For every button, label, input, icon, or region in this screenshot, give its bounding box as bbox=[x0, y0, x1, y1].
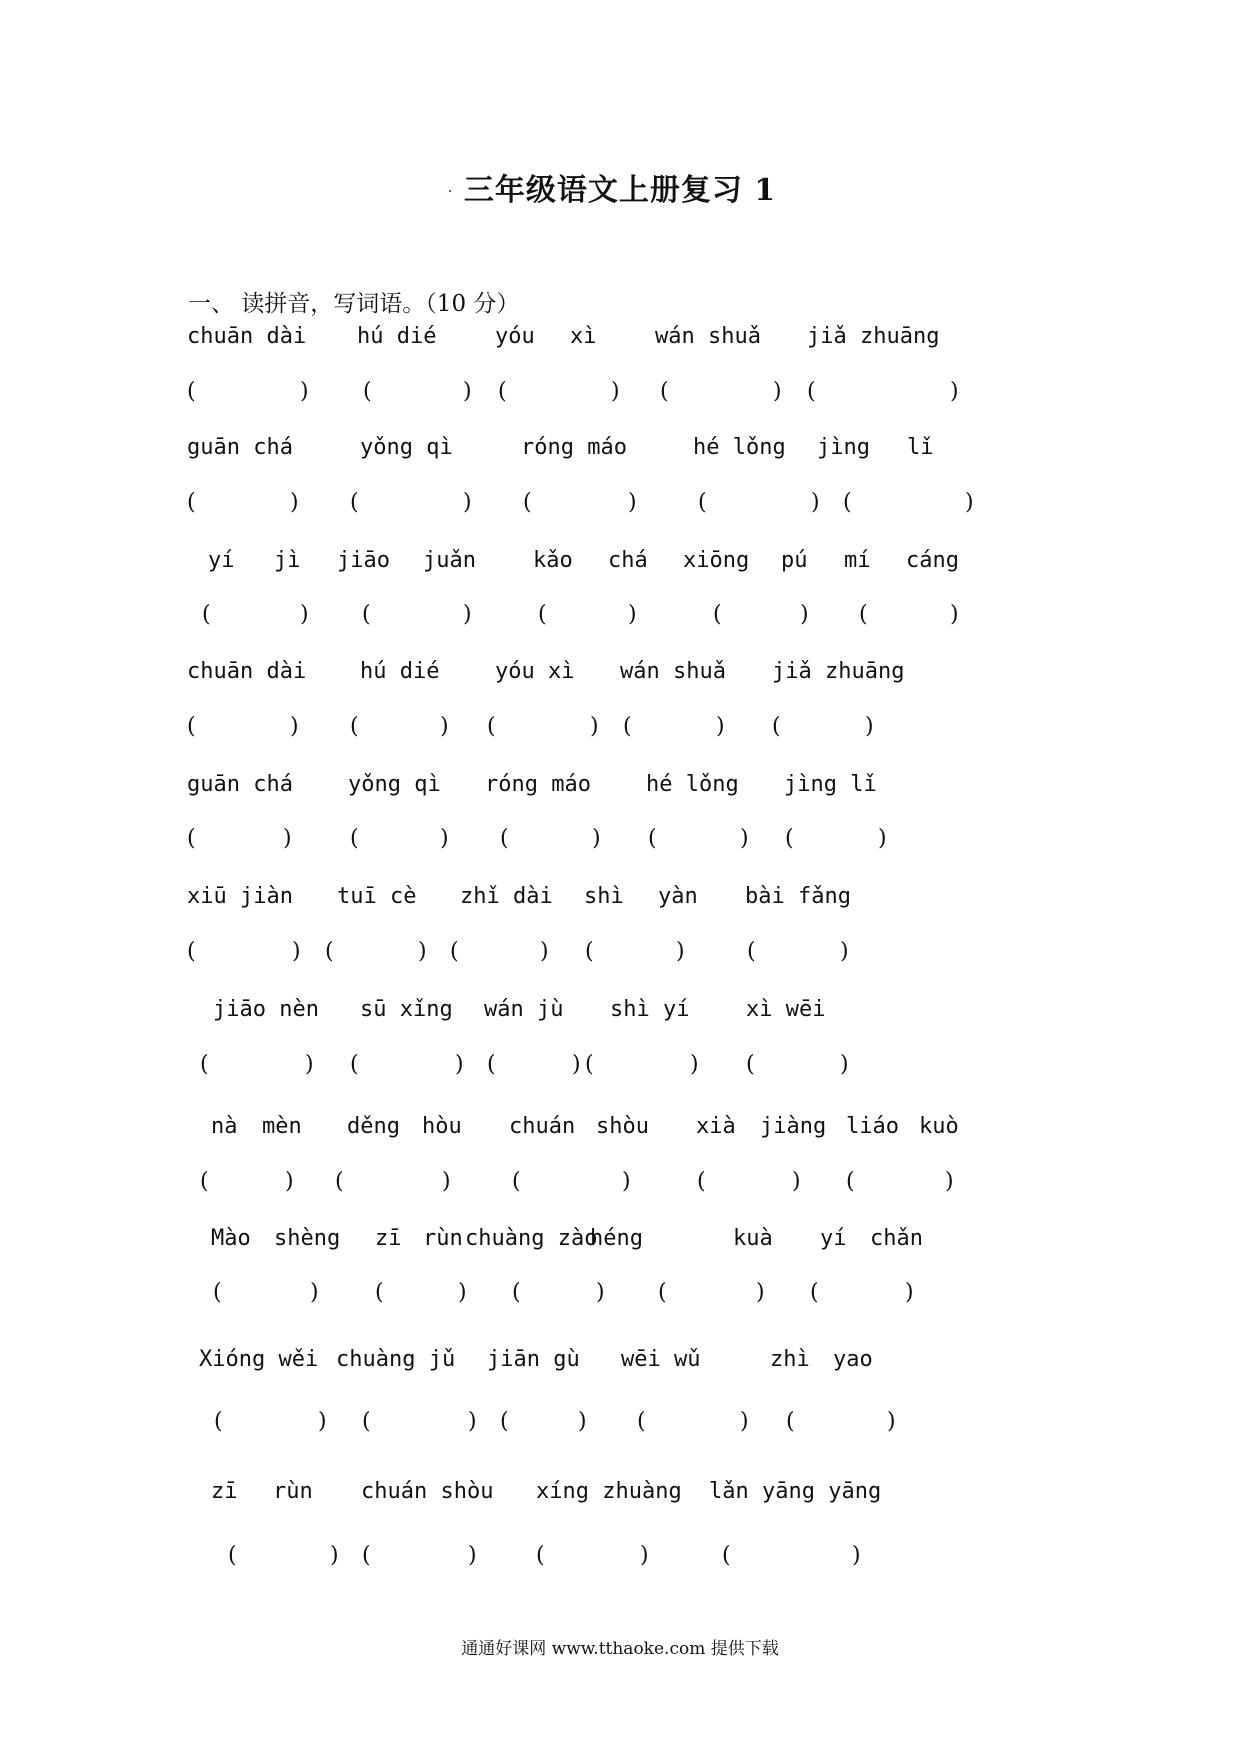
answer-blank-close[interactable]: ) bbox=[458, 1280, 467, 1305]
answer-blank-row bbox=[0, 602, 1240, 638]
answer-blank-row bbox=[0, 1280, 1240, 1316]
pinyin-word: róng máo bbox=[521, 435, 627, 460]
answer-blank-close[interactable]: ) bbox=[811, 490, 820, 515]
pinyin-word: xì wēi bbox=[746, 997, 826, 1022]
pinyin-word: zī bbox=[211, 1479, 238, 1504]
answer-blank-open[interactable]: ( bbox=[843, 490, 852, 515]
answer-blank-open[interactable]: ( bbox=[810, 1280, 819, 1305]
answer-blank-open[interactable]: ( bbox=[498, 379, 507, 404]
pinyin-word: jìng bbox=[817, 435, 870, 460]
answer-blank-row bbox=[0, 379, 1240, 415]
pinyin-word: lǐ bbox=[907, 435, 934, 460]
answer-blank-close[interactable]: ) bbox=[887, 1409, 896, 1434]
pinyin-row bbox=[0, 997, 1240, 1033]
answer-blank-close[interactable]: ) bbox=[540, 939, 549, 964]
answer-blank-open[interactable]: ( bbox=[362, 1543, 371, 1568]
pinyin-word: wán jù bbox=[484, 997, 564, 1022]
pinyin-word: xiū jiàn bbox=[187, 884, 293, 909]
answer-blank-close[interactable]: ) bbox=[440, 714, 449, 739]
answer-blank-close[interactable]: ) bbox=[773, 379, 782, 404]
answer-blank-close[interactable]: ) bbox=[800, 602, 809, 627]
pinyin-word: hé lǒng bbox=[693, 435, 786, 460]
answer-blank-open[interactable]: ( bbox=[585, 939, 594, 964]
pinyin-word: chá bbox=[608, 548, 648, 573]
pinyin-word: chuàng jǔ bbox=[336, 1347, 456, 1372]
pinyin-word: héng bbox=[590, 1226, 643, 1251]
pinyin-word: jiàng bbox=[760, 1114, 827, 1139]
answer-blank-close[interactable]: ) bbox=[965, 490, 974, 515]
pinyin-word: rùn bbox=[273, 1479, 313, 1504]
pinyin-word: liáo bbox=[846, 1114, 899, 1139]
pinyin-word: guān chá bbox=[187, 772, 293, 797]
answer-blank-close[interactable]: ) bbox=[285, 1169, 294, 1194]
answer-blank-row bbox=[0, 1409, 1240, 1445]
answer-blank-close[interactable]: ) bbox=[622, 1169, 631, 1194]
pinyin-word: guān chá bbox=[187, 435, 293, 460]
answer-blank-close[interactable]: ) bbox=[463, 490, 472, 515]
pinyin-word: chuān dài bbox=[187, 659, 307, 684]
answer-blank-close[interactable]: ) bbox=[310, 1280, 319, 1305]
pinyin-word: wán shuǎ bbox=[620, 659, 726, 684]
answer-blank-open[interactable]: ( bbox=[500, 826, 509, 851]
pinyin-word: wēi wǔ bbox=[621, 1347, 701, 1372]
answer-blank-close[interactable]: ) bbox=[590, 714, 599, 739]
pinyin-word: jìng lǐ bbox=[784, 772, 877, 797]
answer-blank-open[interactable]: ( bbox=[187, 714, 196, 739]
answer-blank-close[interactable]: ) bbox=[442, 1169, 451, 1194]
pinyin-word: chuàng zào bbox=[465, 1226, 598, 1251]
answer-blank-close[interactable]: ) bbox=[792, 1169, 801, 1194]
answer-blank-close[interactable]: ) bbox=[640, 1543, 649, 1568]
pinyin-word: sū xǐng bbox=[360, 997, 453, 1022]
pinyin-word: jiǎ zhuāng bbox=[772, 659, 905, 684]
answer-blank-close[interactable]: ) bbox=[290, 490, 299, 515]
answer-blank-close[interactable]: ) bbox=[572, 1052, 581, 1077]
answer-blank-open[interactable]: ( bbox=[697, 1169, 706, 1194]
answer-blank-open[interactable]: ( bbox=[200, 1169, 209, 1194]
pinyin-word: shèng bbox=[274, 1226, 341, 1251]
answer-blank-open[interactable]: ( bbox=[228, 1543, 237, 1568]
answer-blank-close[interactable]: ) bbox=[468, 1543, 477, 1568]
answer-blank-close[interactable]: ) bbox=[945, 1169, 954, 1194]
answer-blank-open[interactable]: ( bbox=[350, 826, 359, 851]
answer-blank-open[interactable]: ( bbox=[786, 1409, 795, 1434]
answer-blank-open[interactable]: ( bbox=[713, 602, 722, 627]
pinyin-word: bài fǎng bbox=[745, 884, 851, 909]
answer-blank-open[interactable]: ( bbox=[350, 714, 359, 739]
answer-blank-open[interactable]: ( bbox=[487, 714, 496, 739]
answer-blank-row bbox=[0, 1543, 1240, 1579]
answer-blank-row bbox=[0, 490, 1240, 526]
answer-blank-close[interactable]: ) bbox=[418, 939, 427, 964]
pinyin-word: chuān dài bbox=[187, 324, 307, 349]
answer-blank-open[interactable]: ( bbox=[772, 714, 781, 739]
pinyin-word: rùn bbox=[423, 1226, 463, 1251]
pinyin-word: hé lǒng bbox=[646, 772, 739, 797]
answer-blank-open[interactable]: ( bbox=[658, 1280, 667, 1305]
answer-blank-open[interactable]: ( bbox=[698, 490, 707, 515]
answer-blank-close[interactable]: ) bbox=[905, 1280, 914, 1305]
pinyin-row bbox=[0, 435, 1240, 471]
answer-blank-close[interactable]: ) bbox=[628, 602, 637, 627]
answer-blank-open[interactable]: ( bbox=[362, 602, 371, 627]
pinyin-word: jiǎ zhuāng bbox=[807, 324, 940, 349]
answer-blank-open[interactable]: ( bbox=[746, 1052, 755, 1077]
answer-blank-close[interactable]: ) bbox=[840, 939, 849, 964]
answer-blank-close[interactable]: ) bbox=[740, 1409, 749, 1434]
pinyin-word: shì bbox=[584, 884, 624, 909]
answer-blank-close[interactable]: ) bbox=[865, 714, 874, 739]
answer-blank-close[interactable]: ) bbox=[463, 602, 472, 627]
pinyin-word: mèn bbox=[262, 1114, 302, 1139]
page-footer: 通通好课网 www.tthaoke.com 提供下载 bbox=[461, 1639, 779, 1659]
pinyin-row bbox=[0, 1114, 1240, 1150]
answer-blank-row bbox=[0, 826, 1240, 862]
pinyin-row bbox=[0, 772, 1240, 808]
pinyin-word: jiāo bbox=[337, 548, 390, 573]
pinyin-word: jì bbox=[274, 548, 301, 573]
pinyin-word: xì bbox=[570, 324, 597, 349]
answer-blank-close[interactable]: ) bbox=[318, 1409, 327, 1434]
answer-blank-open[interactable]: ( bbox=[214, 1409, 223, 1434]
pinyin-word: tuī cè bbox=[337, 884, 417, 909]
answer-blank-close[interactable]: ) bbox=[840, 1052, 849, 1077]
answer-blank-close[interactable]: ) bbox=[628, 490, 637, 515]
pinyin-word: lǎn yāng yāng bbox=[709, 1479, 882, 1504]
pinyin-word: Mào bbox=[211, 1226, 251, 1251]
answer-blank-close[interactable]: ) bbox=[676, 939, 685, 964]
answer-blank-open[interactable]: ( bbox=[325, 939, 334, 964]
answer-blank-open[interactable]: ( bbox=[363, 379, 372, 404]
section-heading: 一、 读拼音，写词语。（10 分） bbox=[188, 291, 520, 317]
pinyin-word: yao bbox=[833, 1347, 873, 1372]
answer-blank-close[interactable]: ) bbox=[950, 379, 959, 404]
pinyin-word: xiōng bbox=[683, 548, 750, 573]
pinyin-word: Xióng wěi bbox=[199, 1347, 319, 1372]
answer-blank-close[interactable]: ) bbox=[300, 602, 309, 627]
pinyin-word: shòu bbox=[596, 1114, 649, 1139]
answer-blank-open[interactable]: ( bbox=[213, 1280, 222, 1305]
pinyin-word: yóu bbox=[495, 324, 535, 349]
answer-blank-close[interactable]: ) bbox=[878, 826, 887, 851]
answer-blank-open[interactable]: ( bbox=[375, 1280, 384, 1305]
pinyin-word: děng bbox=[347, 1114, 400, 1139]
answer-blank-close[interactable]: ) bbox=[690, 1052, 699, 1077]
pinyin-word: juǎn bbox=[423, 548, 476, 573]
answer-blank-open[interactable]: ( bbox=[637, 1409, 646, 1434]
answer-blank-row bbox=[0, 939, 1240, 975]
answer-blank-open[interactable]: ( bbox=[585, 1052, 594, 1077]
pinyin-word: hú dié bbox=[360, 659, 440, 684]
pinyin-row bbox=[0, 1479, 1240, 1515]
answer-blank-open[interactable]: ( bbox=[648, 826, 657, 851]
pinyin-word: xià bbox=[696, 1114, 736, 1139]
answer-blank-open[interactable]: ( bbox=[512, 1169, 521, 1194]
answer-blank-open[interactable]: ( bbox=[722, 1543, 731, 1568]
pinyin-word: hòu bbox=[422, 1114, 462, 1139]
pinyin-word: zhì bbox=[770, 1347, 810, 1372]
answer-blank-close[interactable]: ) bbox=[716, 714, 725, 739]
pinyin-word: jiāo nèn bbox=[213, 997, 319, 1022]
page-title: 三年级语文上册复习 1 bbox=[463, 173, 777, 208]
answer-blank-row bbox=[0, 1052, 1240, 1088]
answer-blank-close[interactable]: ) bbox=[596, 1280, 605, 1305]
answer-blank-close[interactable]: ) bbox=[440, 826, 449, 851]
answer-blank-open[interactable]: ( bbox=[202, 602, 211, 627]
pinyin-row bbox=[0, 1347, 1240, 1383]
answer-blank-open[interactable]: ( bbox=[536, 1543, 545, 1568]
pinyin-word: cáng bbox=[906, 548, 959, 573]
answer-blank-open[interactable]: ( bbox=[660, 379, 669, 404]
pinyin-word: chuán bbox=[509, 1114, 576, 1139]
pinyin-row bbox=[0, 324, 1240, 360]
answer-blank-close[interactable]: ) bbox=[756, 1280, 765, 1305]
answer-blank-close[interactable]: ) bbox=[463, 379, 472, 404]
pinyin-word: yǒng qì bbox=[360, 435, 453, 460]
answer-blank-close[interactable]: ) bbox=[740, 826, 749, 851]
answer-blank-close[interactable]: ) bbox=[305, 1052, 314, 1077]
answer-blank-open[interactable]: ( bbox=[450, 939, 459, 964]
pinyin-word: nà bbox=[211, 1114, 238, 1139]
answer-blank-close[interactable]: ) bbox=[592, 826, 601, 851]
answer-blank-open[interactable]: ( bbox=[487, 1052, 496, 1077]
answer-blank-close[interactable]: ) bbox=[330, 1543, 339, 1568]
pinyin-word: hú dié bbox=[357, 324, 437, 349]
answer-blank-open[interactable]: ( bbox=[846, 1169, 855, 1194]
pinyin-row bbox=[0, 1226, 1240, 1262]
pinyin-word: zhǐ dài bbox=[460, 884, 553, 909]
pinyin-word: shì yí bbox=[610, 997, 690, 1022]
pinyin-word: yí bbox=[208, 548, 235, 573]
pinyin-word: pú bbox=[781, 548, 808, 573]
answer-blank-close[interactable]: ) bbox=[852, 1543, 861, 1568]
answer-blank-open[interactable]: ( bbox=[785, 826, 794, 851]
answer-blank-open[interactable]: ( bbox=[538, 602, 547, 627]
pinyin-word: chǎn bbox=[870, 1226, 923, 1251]
answer-blank-row bbox=[0, 714, 1240, 750]
pinyin-word: wán shuǎ bbox=[655, 324, 761, 349]
pinyin-word: xíng zhuàng bbox=[536, 1479, 682, 1504]
pinyin-row bbox=[0, 548, 1240, 584]
pinyin-word: yí bbox=[820, 1226, 847, 1251]
pinyin-word: yàn bbox=[658, 884, 698, 909]
pinyin-word: jiān gù bbox=[487, 1347, 580, 1372]
answer-blank-open[interactable]: ( bbox=[859, 602, 868, 627]
answer-blank-open[interactable]: ( bbox=[187, 379, 196, 404]
answer-blank-open[interactable]: ( bbox=[623, 714, 632, 739]
answer-blank-row bbox=[0, 1169, 1240, 1205]
pinyin-word: chuán shòu bbox=[361, 1479, 494, 1504]
pinyin-word: yǒng qì bbox=[348, 772, 441, 797]
answer-blank-close[interactable]: ) bbox=[611, 379, 620, 404]
answer-blank-open[interactable]: ( bbox=[350, 490, 359, 515]
answer-blank-close[interactable]: ) bbox=[468, 1409, 477, 1434]
pinyin-word: zī bbox=[375, 1226, 402, 1251]
answer-blank-close[interactable]: ) bbox=[578, 1409, 587, 1434]
pinyin-row bbox=[0, 884, 1240, 920]
answer-blank-open[interactable]: ( bbox=[187, 490, 196, 515]
answer-blank-open[interactable]: ( bbox=[523, 490, 532, 515]
answer-blank-close[interactable]: ) bbox=[455, 1052, 464, 1077]
answer-blank-close[interactable]: ) bbox=[283, 826, 292, 851]
answer-blank-open[interactable]: ( bbox=[807, 379, 816, 404]
answer-blank-open[interactable]: ( bbox=[187, 939, 196, 964]
answer-blank-open[interactable]: ( bbox=[362, 1409, 371, 1434]
answer-blank-open[interactable]: ( bbox=[200, 1052, 209, 1077]
pinyin-word: róng máo bbox=[485, 772, 591, 797]
pinyin-word: mí bbox=[844, 548, 871, 573]
pinyin-word: yóu xì bbox=[495, 659, 575, 684]
answer-blank-open[interactable]: ( bbox=[350, 1052, 359, 1077]
answer-blank-open[interactable]: ( bbox=[335, 1169, 344, 1194]
answer-blank-open[interactable]: ( bbox=[512, 1280, 521, 1305]
pinyin-word: kuà bbox=[733, 1226, 773, 1251]
answer-blank-open[interactable]: ( bbox=[500, 1409, 509, 1434]
answer-blank-close[interactable]: ) bbox=[300, 379, 309, 404]
pinyin-row bbox=[0, 659, 1240, 695]
answer-blank-close[interactable]: ) bbox=[950, 602, 959, 627]
answer-blank-open[interactable]: ( bbox=[747, 939, 756, 964]
pinyin-word: kǎo bbox=[533, 548, 573, 573]
answer-blank-open[interactable]: ( bbox=[187, 826, 196, 851]
pinyin-word: kuò bbox=[919, 1114, 959, 1139]
answer-blank-close[interactable]: ) bbox=[292, 939, 301, 964]
answer-blank-close[interactable]: ) bbox=[290, 714, 299, 739]
